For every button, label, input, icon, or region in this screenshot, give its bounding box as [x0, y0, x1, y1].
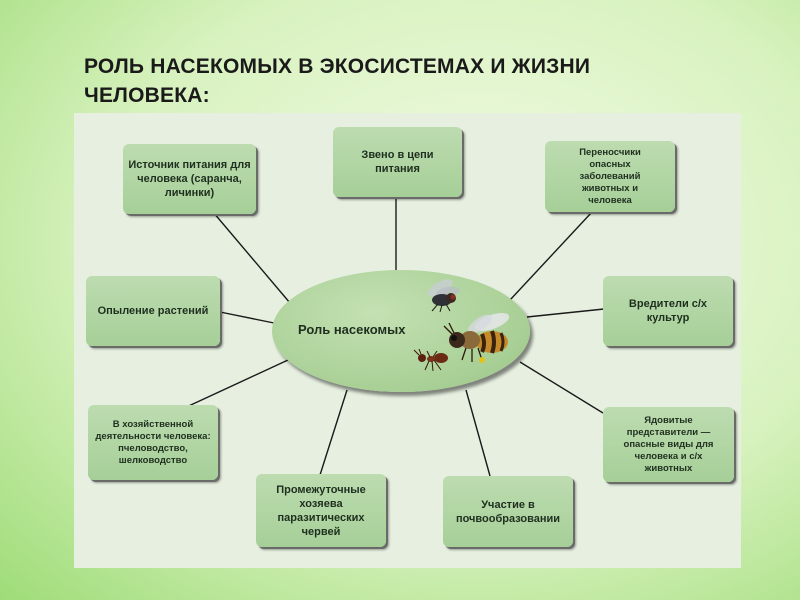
connector-intermediate-hosts — [320, 390, 347, 475]
node-intermediate-hosts-label: Промежуточные хозяева паразитических червей — [276, 483, 366, 538]
node-economy-label: В хозяйственной деятельности человека: пчеловодство, шелководство — [95, 418, 211, 466]
node-disease-carriers — [545, 141, 675, 212]
node-economy — [88, 405, 218, 480]
node-soil-formation-label: Участие в почвообразовании — [455, 498, 561, 525]
bee-icon — [440, 310, 516, 366]
node-poisonous — [603, 407, 734, 482]
slide-title-line-1: РОЛЬ НАСЕКОМЫХ В ЭКОСИСТЕМАХ И ЖИЗНИ — [84, 55, 591, 78]
connector-economy — [180, 360, 288, 410]
center-label: Роль насекомых — [298, 322, 406, 337]
connector-food-source — [213, 212, 290, 303]
node-pests-label: Вредители с/х культур — [628, 298, 708, 324]
node-intermediate-hosts — [256, 474, 386, 547]
connector-poisonous — [520, 362, 603, 413]
node-food-source-label: Источник питания для человека (саранча, личинки) — [128, 159, 251, 199]
node-food-chain — [333, 127, 462, 197]
ant-icon — [413, 348, 451, 374]
connector-soil-formation — [466, 390, 490, 476]
node-food-source — [123, 144, 256, 214]
node-food-chain-label: Звено в цепи питания — [361, 149, 434, 175]
node-disease-carriers-label: Переносчики опасных заболеваний животных и человека — [579, 146, 641, 206]
connector-disease-carriers — [510, 212, 592, 300]
connector-pests — [527, 309, 604, 317]
node-pests — [603, 276, 733, 346]
slide-title-line-2: ЧЕЛОВЕКА: — [84, 84, 210, 107]
fly-icon — [420, 278, 466, 314]
node-poisonous-label: Ядовитые представители — опасные виды для человека и с/х животных — [623, 414, 714, 474]
node-pollination — [86, 276, 220, 346]
node-pollination-label: Опыление растений — [97, 305, 209, 317]
node-soil-formation — [443, 476, 573, 547]
connector-pollination — [220, 312, 274, 323]
